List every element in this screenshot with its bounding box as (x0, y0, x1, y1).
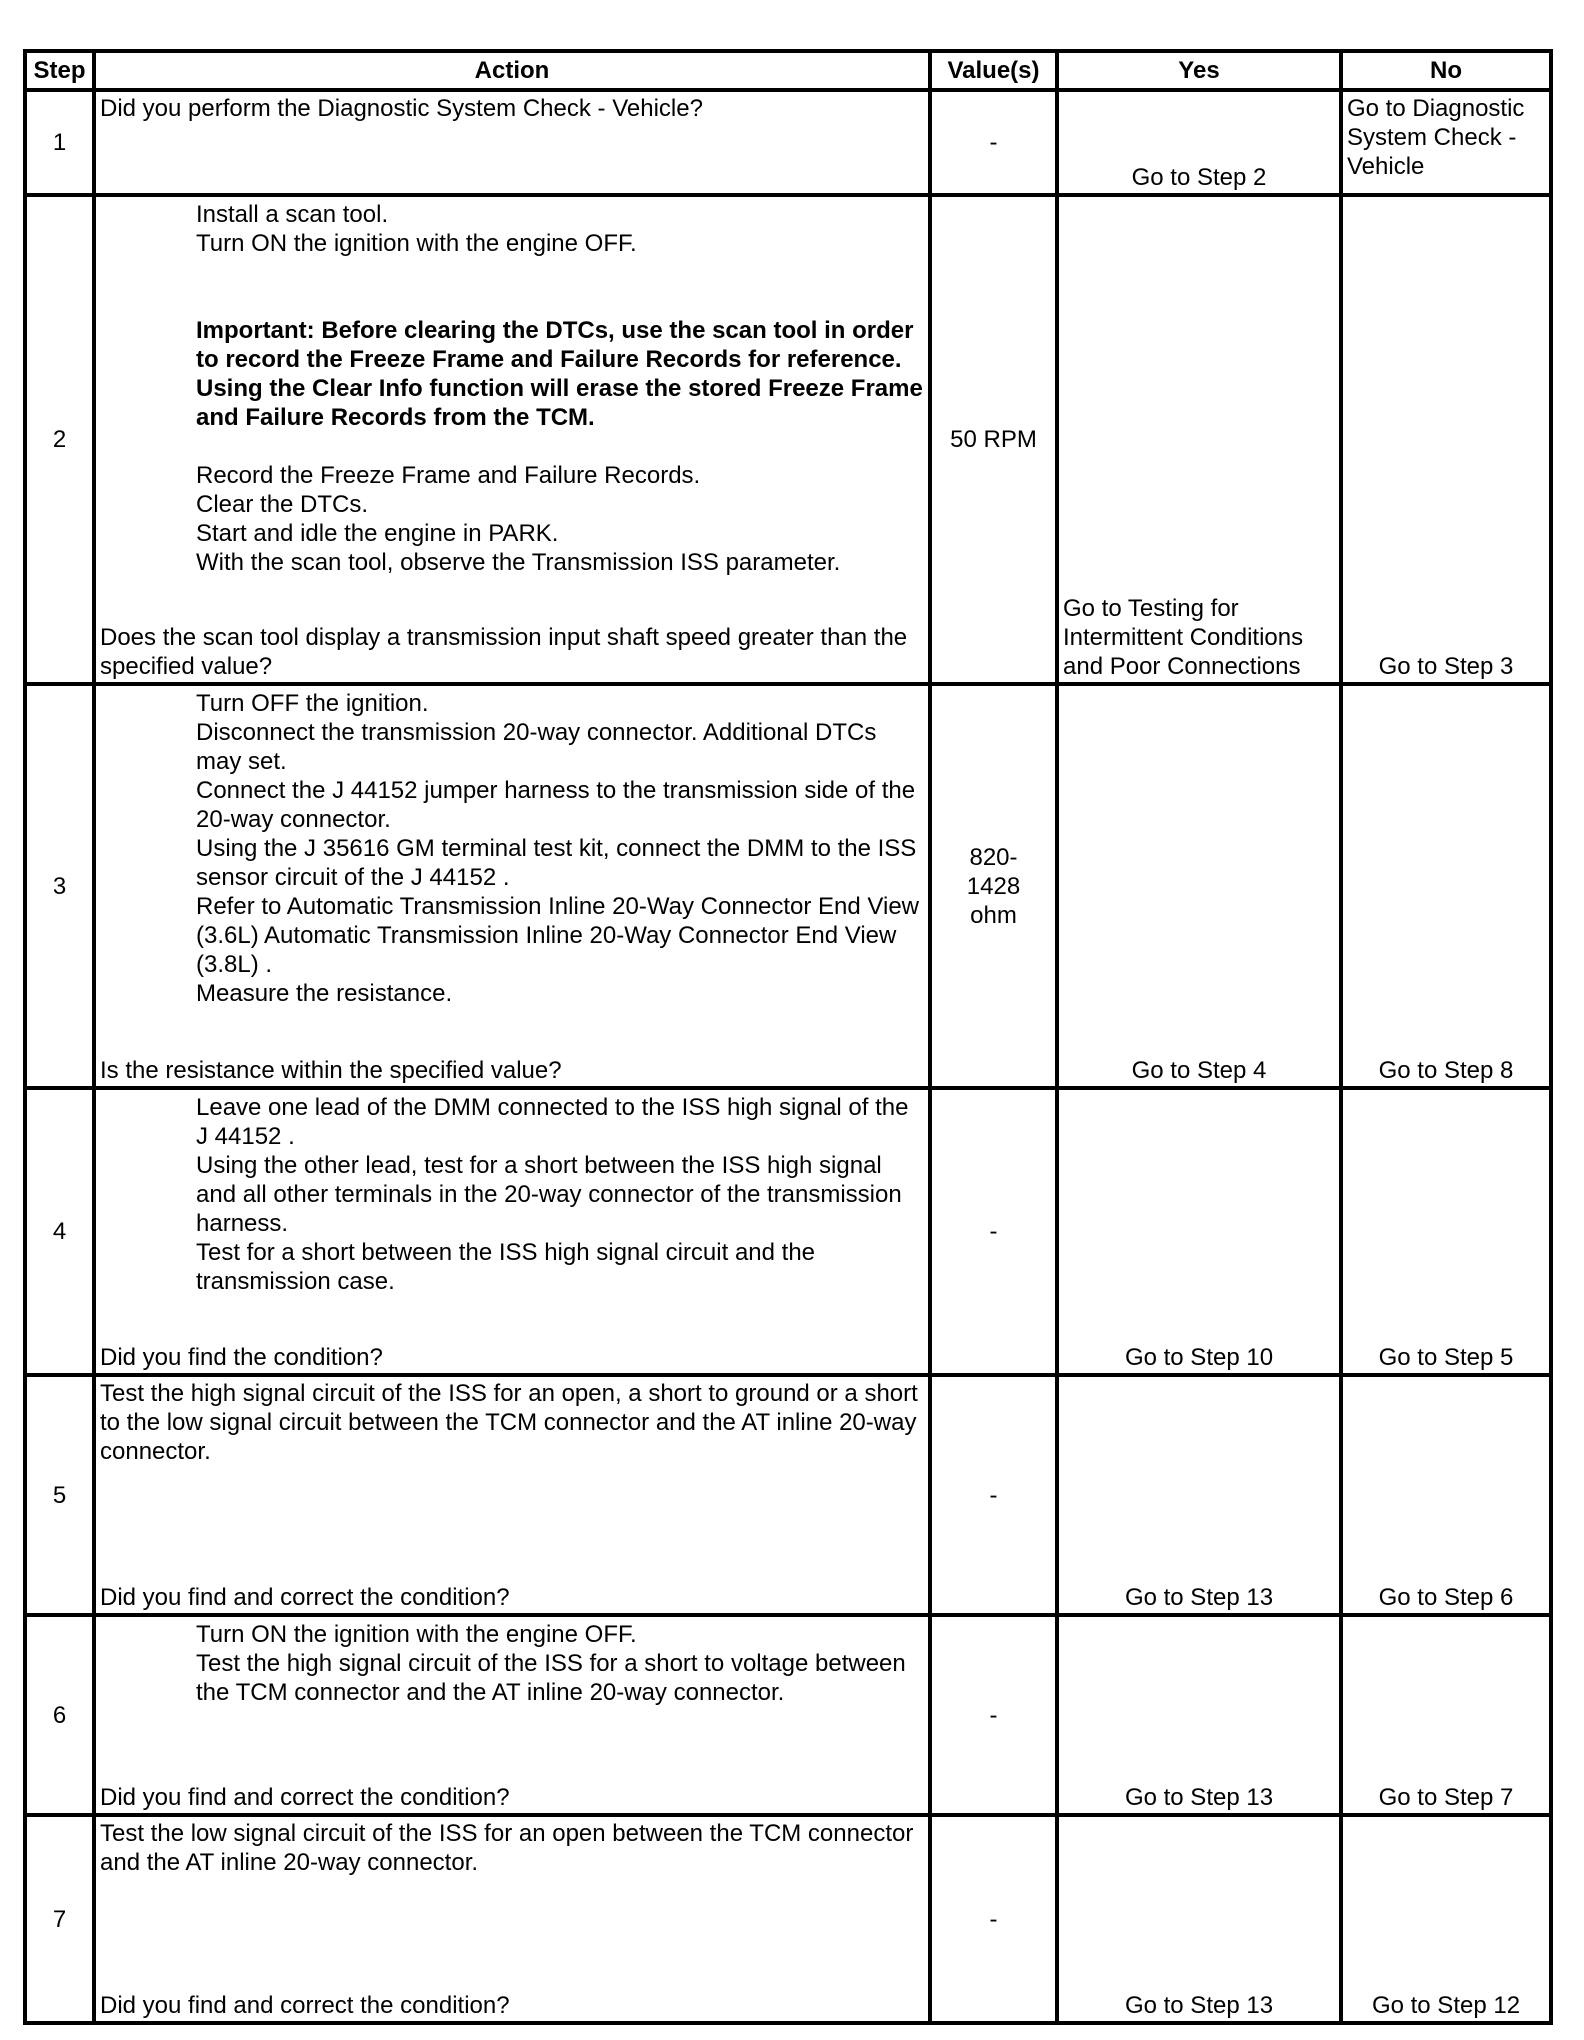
yes-text: Go to Testing for Intermittent Conditions and Poor Connections (1063, 595, 1304, 680)
no-text: Go to Step 7 (1378, 1784, 1514, 1811)
diagnostic-table (23, 49, 1553, 2025)
table-row (25, 195, 1551, 684)
yes-text: Go to Step 13 (1124, 1784, 1274, 1811)
value-cell: - (930, 1615, 1057, 1815)
action-cell (94, 1815, 930, 2023)
header-action: Action (94, 51, 930, 90)
table-row (25, 1375, 1551, 1615)
table-row (25, 1615, 1551, 1815)
yes-cell (1057, 1375, 1341, 1615)
step-number: 3 (25, 684, 94, 1088)
step-number: 7 (25, 1815, 94, 2023)
yes-text: Go to Step 13 (1124, 1992, 1274, 2019)
step-number: 4 (25, 1088, 94, 1375)
action-item: With the scan tool, observe the Transmission ISS parameter. (196, 549, 841, 576)
action-cell (94, 1375, 930, 1615)
action-item: Using the other lead, test for a short between the ISS high signal and all other terminals in the 20-way connector of the transmission harness. (196, 1152, 902, 1237)
action-question: Does the scan tool display a transmission input shaft speed greater than the specified value? (100, 624, 908, 680)
action-cell (94, 684, 930, 1088)
value-cell: - (930, 1375, 1057, 1615)
value-cell (930, 684, 1057, 1088)
value-cell: - (930, 90, 1057, 195)
action-item: Test for a short between the ISS high signal circuit and the transmission case. (196, 1239, 816, 1295)
action-cell (94, 1088, 930, 1375)
yes-cell (1057, 195, 1341, 684)
no-cell (1341, 195, 1551, 684)
no-cell (1341, 90, 1551, 195)
no-cell (1341, 1088, 1551, 1375)
action-item: Measure the resistance. (196, 980, 453, 1007)
step-number: 5 (25, 1375, 94, 1615)
step-number: 6 (25, 1615, 94, 1815)
header-step: Step (25, 51, 94, 90)
action-item: Install a scan tool. (196, 201, 389, 228)
action-item: Using the J 35616 GM terminal test kit, connect the DMM to the ISS sensor circuit of the J 44152 . (196, 835, 917, 891)
action-item: Start and idle the engine in PARK. (196, 520, 559, 547)
action-question: Did you find and correct the condition? (100, 1992, 510, 2019)
action-item: Disconnect the transmission 20-way connector. Additional DTCs may set. (196, 719, 877, 775)
action-item: Record the Freeze Frame and Failure Records. (196, 462, 701, 489)
action-item: Turn OFF the ignition. (196, 690, 429, 717)
yes-text: Go to Step 2 (1131, 164, 1267, 191)
action-cell (94, 1615, 930, 1815)
table-row (25, 1815, 1551, 2023)
action-text: Test the low signal circuit of the ISS for an open between the TCM connector and the AT inline 20-way connector. (100, 1820, 914, 1876)
header-yes: Yes (1057, 51, 1341, 90)
header-values: Value(s) (930, 51, 1057, 90)
no-text: Go to Step 3 (1378, 653, 1514, 680)
action-question: Did you find the condition? (100, 1344, 383, 1371)
header-row (25, 51, 1551, 90)
no-cell (1341, 684, 1551, 1088)
action-question: Did you find and correct the condition? (100, 1584, 510, 1611)
table-row (25, 684, 1551, 1088)
yes-cell (1057, 684, 1341, 1088)
action-item: Clear the DTCs. (196, 491, 369, 518)
action-cell (94, 90, 930, 195)
action-text: Did you perform the Diagnostic System Check - Vehicle? (100, 95, 703, 122)
table-row (25, 1088, 1551, 1375)
yes-cell (1057, 90, 1341, 195)
important-note: Important: Before clearing the DTCs, use the scan tool in order to record the Freeze Frame and Failure Records for reference. Using the Clear Info function will erase the stored Freeze Frame and Failure Records from the TCM. (196, 317, 923, 431)
yes-text: Go to Step 10 (1124, 1344, 1274, 1371)
yes-text: Go to Step 13 (1124, 1584, 1274, 1611)
action-question: Did you find and correct the condition? (100, 1784, 510, 1811)
no-cell (1341, 1615, 1551, 1815)
yes-cell (1057, 1815, 1341, 2023)
header-no: No (1341, 51, 1551, 90)
value-cell: - (930, 1088, 1057, 1375)
action-item: Turn ON the ignition with the engine OFF. (196, 1621, 637, 1648)
action-item: Turn ON the ignition with the engine OFF. (196, 230, 637, 257)
no-text: Go to Step 12 (1371, 1992, 1521, 2019)
yes-text: Go to Step 4 (1131, 1057, 1267, 1084)
action-item: Refer to Automatic Transmission Inline 20-Way Connector End View (3.6L) Automatic Transmission Inline 20-Way Connector End View (3.8L) . (196, 893, 919, 978)
yes-cell (1057, 1615, 1341, 1815)
no-text: Go to Step 8 (1378, 1057, 1514, 1084)
no-text: Go to Step 5 (1378, 1344, 1514, 1371)
action-cell (94, 195, 930, 684)
step-number: 2 (25, 195, 94, 684)
value-cell: - (930, 1815, 1057, 2023)
no-text: Go to Step 6 (1378, 1584, 1514, 1611)
no-cell (1341, 1375, 1551, 1615)
no-text: Go to Diagnostic System Check - Vehicle (1347, 95, 1525, 180)
yes-cell (1057, 1088, 1341, 1375)
action-item: Leave one lead of the DMM connected to the ISS high signal of the J 44152 . (196, 1094, 909, 1150)
no-cell (1341, 1815, 1551, 2023)
value-cell: 50 RPM (930, 195, 1057, 684)
action-question: Is the resistance within the specified value? (100, 1057, 562, 1084)
step-number: 1 (25, 90, 94, 195)
action-text: Test the high signal circuit of the ISS for an open, a short to ground or a short to the low signal circuit between the TCM connector and the AT inline 20-way connector. (100, 1380, 918, 1465)
value-text: 820-1428 ohm (966, 843, 1021, 929)
action-item: Test the high signal circuit of the ISS for a short to voltage between the TCM connector and the AT inline 20-way connector. (196, 1650, 906, 1706)
action-item: Connect the J 44152 jumper harness to the transmission side of the 20-way connector. (196, 777, 916, 833)
table-row (25, 90, 1551, 195)
